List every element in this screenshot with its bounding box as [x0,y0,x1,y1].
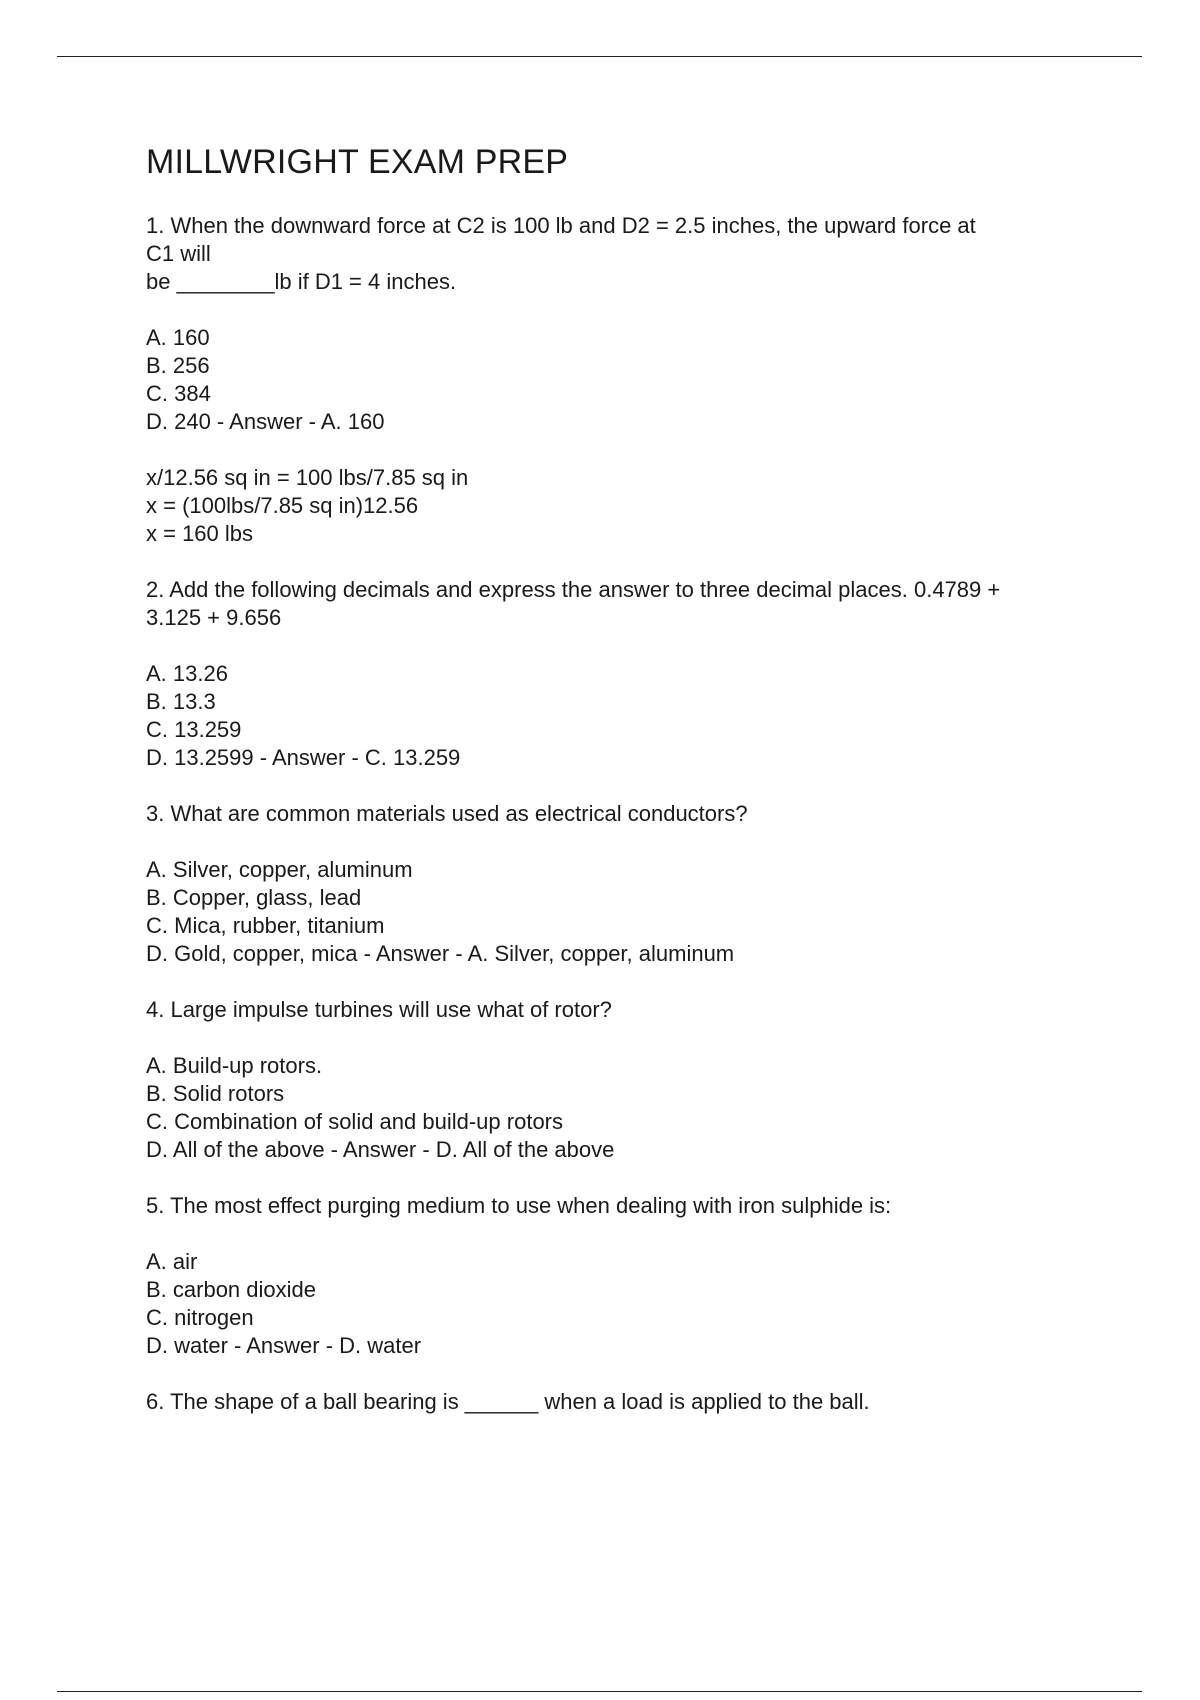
question-6 [146,1388,1086,1416]
option-b: B. 13.3 [146,689,216,714]
calc-line: x = 160 lbs [146,521,254,546]
question-4 [146,996,1086,1024]
bottom-rule [57,1691,1142,1692]
question-3 [146,800,1086,828]
question-2-options [146,660,1086,772]
calc-line: x = (100lbs/7.85 sq in)12.56 [146,493,419,518]
option-c: C. 384 [146,381,211,406]
question-6-text-line: 6. The shape of a ball bearing is ______ when a load is applied to the ball. [146,1389,870,1414]
question-5-text-line: 5. The most effect purging medium to use when dealing with iron sulphide is: [146,1193,892,1218]
question-4-options [146,1052,1086,1164]
option-c: C. Combination of solid and build-up rotors [146,1109,564,1134]
option-b: B. carbon dioxide [146,1277,316,1302]
option-d-answer: D. 13.2599 - Answer - C. 13.259 [146,745,461,770]
option-b: B. Copper, glass, lead [146,885,362,910]
question-3-text-line: 3. What are common materials used as electrical conductors? [146,801,748,826]
option-c: C. 13.259 [146,717,242,742]
option-c: C. nitrogen [146,1305,254,1330]
question-2-text-line: 3.125 + 9.656 [146,605,282,630]
question-5 [146,1192,1086,1220]
option-d-answer: D. 240 - Answer - A. 160 [146,409,385,434]
page-title: MILLWRIGHT EXAM PREP [146,143,569,181]
question-2 [146,576,1086,632]
option-a: A. air [146,1249,198,1274]
option-b: B. 256 [146,353,210,378]
option-a: A. Build-up rotors. [146,1053,323,1078]
option-d-answer: D. water - Answer - D. water [146,1333,422,1358]
page-content [146,142,1086,1444]
question-1-text-line: 1. When the downward force at C2 is 100 lb and D2 = 2.5 inches, the upward force at [146,213,976,238]
option-c: C. Mica, rubber, titanium [146,913,385,938]
option-d-answer: D. All of the above - Answer - D. All of the above [146,1137,615,1162]
question-2-text-line: 2. Add the following decimals and express the answer to three decimal places. 0.4789 + [146,577,1001,602]
question-1 [146,212,1086,296]
option-b: B. Solid rotors [146,1081,285,1106]
option-a: A. Silver, copper, aluminum [146,857,413,882]
option-a: A. 160 [146,325,210,350]
calc-line: x/12.56 sq in = 100 lbs/7.85 sq in [146,465,469,490]
question-4-text-line: 4. Large impulse turbines will use what of rotor? [146,997,612,1022]
question-3-options [146,856,1086,968]
top-rule [57,56,1142,57]
question-1-calculation [146,464,1086,548]
question-5-options [146,1248,1086,1360]
option-d-answer: D. Gold, copper, mica - Answer - A. Silver, copper, aluminum [146,941,735,966]
option-a: A. 13.26 [146,661,228,686]
question-1-text-line: C1 will [146,241,211,266]
question-1-text-line: be ________lb if D1 = 4 inches. [146,269,457,294]
question-1-options [146,324,1086,436]
